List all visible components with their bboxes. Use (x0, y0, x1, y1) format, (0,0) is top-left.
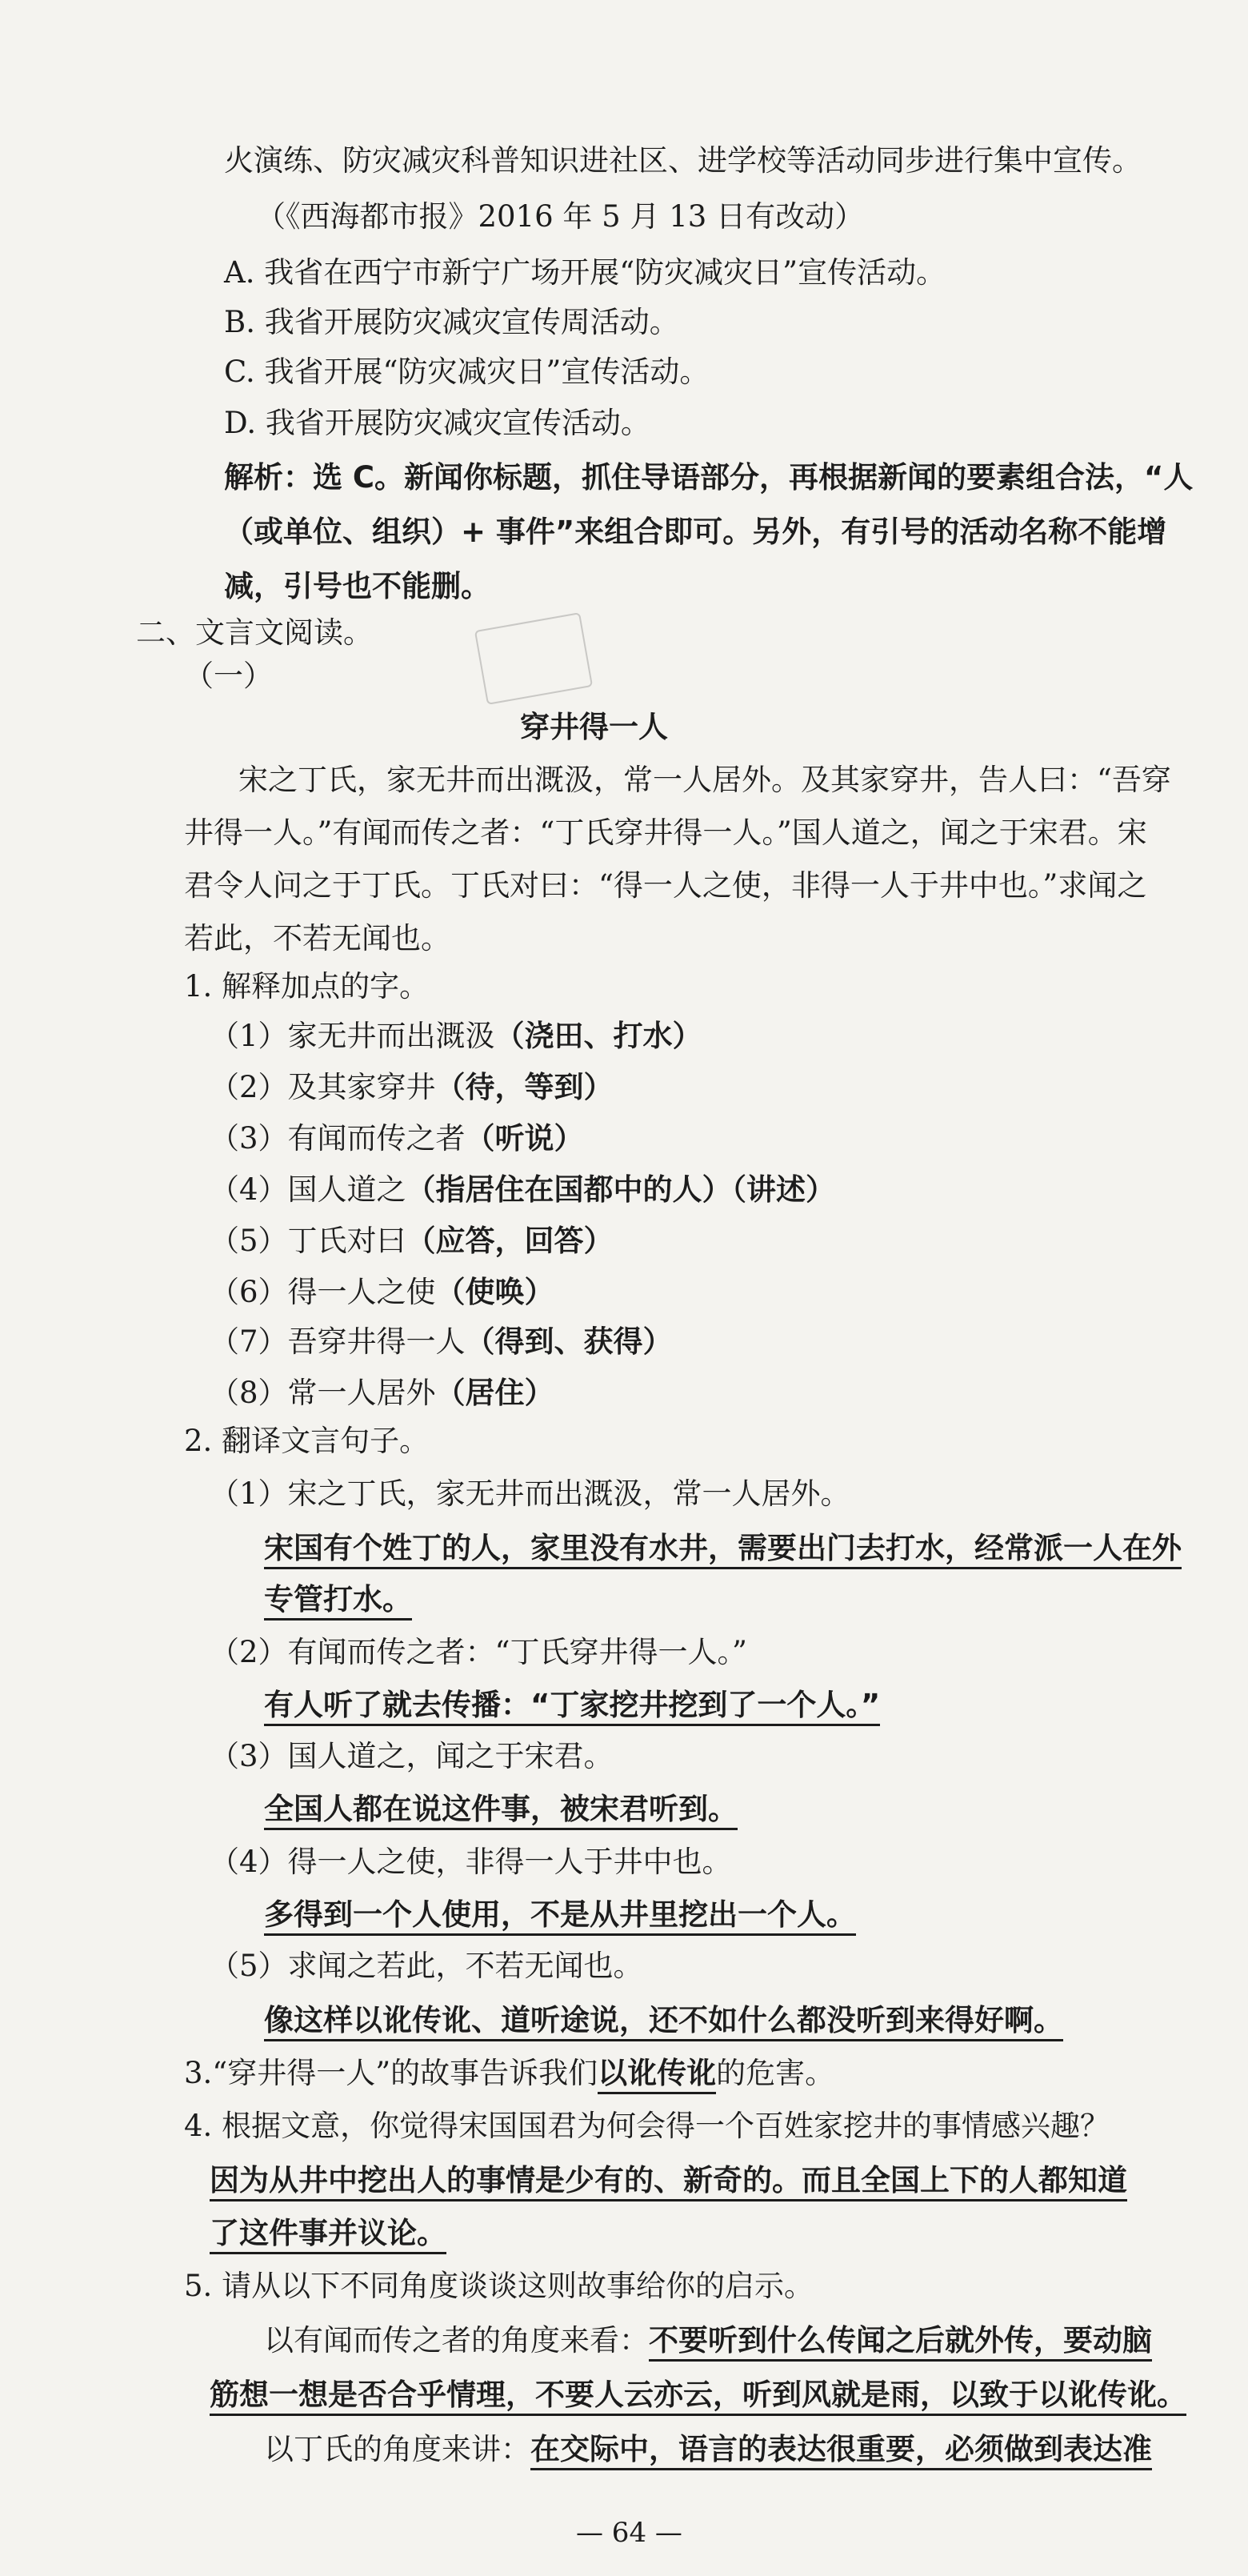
stamp-mark (474, 612, 593, 705)
option-c: C. 我省开展“防灾减灾日”宣传活动。 (224, 355, 710, 389)
page-number: — 64 — (576, 2517, 682, 2549)
q2-sentence: （4）得一人之使，非得一人于井中也。 (210, 1845, 732, 1879)
q2-answer: 像这样以讹传讹、道听途说，还不如什么都没听到来得好啊。 (264, 2001, 1063, 2041)
question-2-stem: 2. 翻译文言句子。 (184, 1424, 430, 1458)
q2-answer: 专管打水。 (264, 1580, 412, 1620)
analysis-line: （或单位、组织）+ 事件”来组合即可。另外，有引号的活动名称不能增 (224, 515, 1167, 549)
q2-answer: 宋国有个姓丁的人，家里没有水井，需要出门去打水，经常派一人在外 (264, 1528, 1182, 1568)
q1-item: （4）国人道之（指居住在国都中的人）（讲述） (210, 1172, 836, 1207)
passage-line: 若此，不若无闻也。 (184, 921, 450, 955)
q5-part-1-cont: 筋想一想是否合乎情理，不要人云亦云，听到风就是雨，以致于以讹传讹。 (210, 2375, 1186, 2415)
option-a: A. 我省在西宁市新宁广场开展“防灾减灾日”宣传活动。 (224, 255, 946, 290)
option-d: D. 我省开展防灾减灾宣传活动。 (224, 406, 650, 440)
analysis-line: 减，引号也不能删。 (224, 569, 490, 603)
q2-sentence: （3）国人道之，闻之于宋君。 (210, 1739, 614, 1773)
passage-line: 井得一人。”有闻而传之者：“丁氏穿井得一人。”国人道之，闻之于宋君。宋 (184, 815, 1147, 850)
question-3: 3.“穿井得一人”的故事告诉我们以讹传讹的危害。 (184, 2053, 834, 2093)
passage-title: 穿井得一人 (520, 710, 668, 744)
question-1-stem: 1. 解释加点的字。 (184, 969, 430, 1004)
section-heading: 二、文言文阅读。 (136, 615, 373, 650)
passage-line: 宋之丁氏，家无井而出溉汲，常一人居外。及其家穿井，告人曰：“吾穿 (238, 763, 1171, 797)
q2-answer: 全国人都在说这件事，被宋君听到。 (264, 1789, 738, 1829)
q1-item: （3）有闻而传之者（听说） (210, 1121, 584, 1156)
q2-answer: 多得到一个人使用，不是从井里挖出一个人。 (264, 1895, 856, 1935)
q2-answer: 有人听了就去传播：“丁家挖井挖到了一个人。” (264, 1685, 880, 1725)
option-b: B. 我省开展防灾减灾宣传周活动。 (224, 305, 679, 339)
analysis-line: 解析：选 C。新闻你标题，抓住导语部分，再根据新闻的要素组合法，“人 (224, 460, 1194, 495)
q2-sentence: （2）有闻而传之者：“丁氏穿井得一人。” (210, 1635, 747, 1669)
q1-item: （5）丁氏对曰（应答，回答） (210, 1224, 614, 1258)
q1-item: （6）得一人之使（使唤） (210, 1275, 554, 1309)
intro-line: 火演练、防灾减灾科普知识进社区、进学校等活动同步进行集中宣传。 (224, 143, 1142, 178)
q2-sentence: （5）求闻之若此，不若无闻也。 (210, 1949, 643, 1983)
q1-item: （1）家无井而出溉汲（浇田、打水） (210, 1019, 702, 1053)
q2-sentence: （1）宋之丁氏，家无井而出溉汲，常一人居外。 (210, 1476, 850, 1511)
q4-answer: 了这件事并议论。 (210, 2213, 446, 2253)
passage-line: 君令人问之于丁氏。丁氏对曰：“得一人之使，非得一人于井中也。”求闻之 (184, 868, 1147, 903)
question-5-stem: 5. 请从以下不同角度谈谈这则故事给你的启示。 (184, 2269, 814, 2303)
q4-answer: 因为从井中挖出人的事情是少有的、新奇的。而且全国上下的人都知道 (210, 2161, 1127, 2201)
q5-part-1: 以有闻而传之者的角度来看：不要听到什么传闻之后就外传，要动脑 (264, 2321, 1152, 2361)
q1-item: （7）吾穿井得一人（得到、获得） (210, 1324, 673, 1359)
q1-item: （2）及其家穿井（待，等到） (210, 1070, 614, 1104)
source-line: （《西海都市报》2016 年 5 月 13 日有改动） (256, 199, 865, 234)
subsection-label: （一） (184, 659, 273, 693)
q1-item: （8）常一人居外（居住） (210, 1376, 554, 1410)
q5-part-2: 以丁氏的角度来讲：在交际中，语言的表达很重要，必须做到表达准 (264, 2430, 1152, 2470)
question-4-stem: 4. 根据文意，你觉得宋国国君为何会得一个百姓家挖井的事情感兴趣？ (184, 2109, 1110, 2143)
